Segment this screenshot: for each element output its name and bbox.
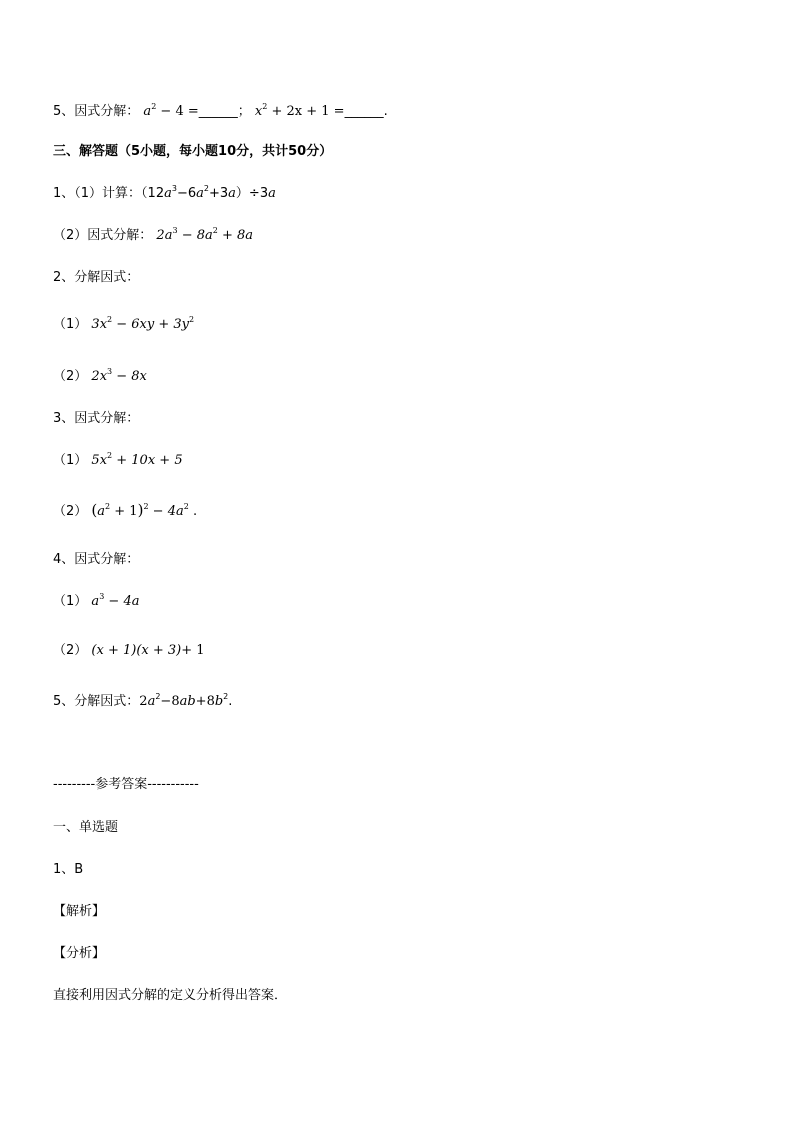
problem-2-part-2: （2） $2x^3 - 8x$ [53, 366, 147, 384]
section-title: 三、解答题（5小题，每小题10分，共计50分） [53, 144, 333, 159]
problem-2-title: 2、分解因式： [53, 270, 140, 285]
problem-4-title: 4、因式分解： [53, 552, 140, 567]
problem-2-part-1: （1） $3x^2 - 6xy + 3y^2$ [53, 314, 195, 332]
fill-question-5: 5、因式分解： $a^2 - 4$ =______； $x^2 + 2x + 1$ =______. [53, 101, 388, 119]
problem-4-part-2: （2） (x + 1)(x + 3)+ 1 [53, 643, 205, 658]
problem-3-title: 3、因式分解： [53, 411, 140, 426]
answer-1: 1、B [53, 862, 84, 877]
problem-3-part-2: （2） $(a^2 + 1)^2 - 4a^2$ . [53, 501, 198, 519]
answers-section-title: 一、单选题 [53, 820, 119, 835]
problem-5: 5、分解因式：$2a^2-8ab+8b^2$. [53, 691, 233, 709]
analysis-tag: 【解析】 [53, 904, 106, 919]
problem-1-part-2: （2）因式分解： $2a^3 - 8a^2 + 8a$ [53, 225, 254, 243]
problem-4-part-1: （1） $a^3 - 4a$ [53, 591, 140, 609]
fenxi-text: 直接利用因式分解的定义分析得出答案． [53, 988, 288, 1003]
answers-divider: ---------参考答案----------- [53, 777, 199, 792]
fenxi-tag: 【分析】 [53, 946, 106, 961]
problem-1-part-1: 1、（1）计算：$(12a^3-6a^2+3a)\div 3a$ [53, 183, 276, 201]
answer-blank: ______ [198, 104, 238, 119]
answer-blank: ______ [344, 104, 384, 119]
problem-3-part-1: （1） $5x^2 + 10x + 5$ [53, 450, 183, 468]
